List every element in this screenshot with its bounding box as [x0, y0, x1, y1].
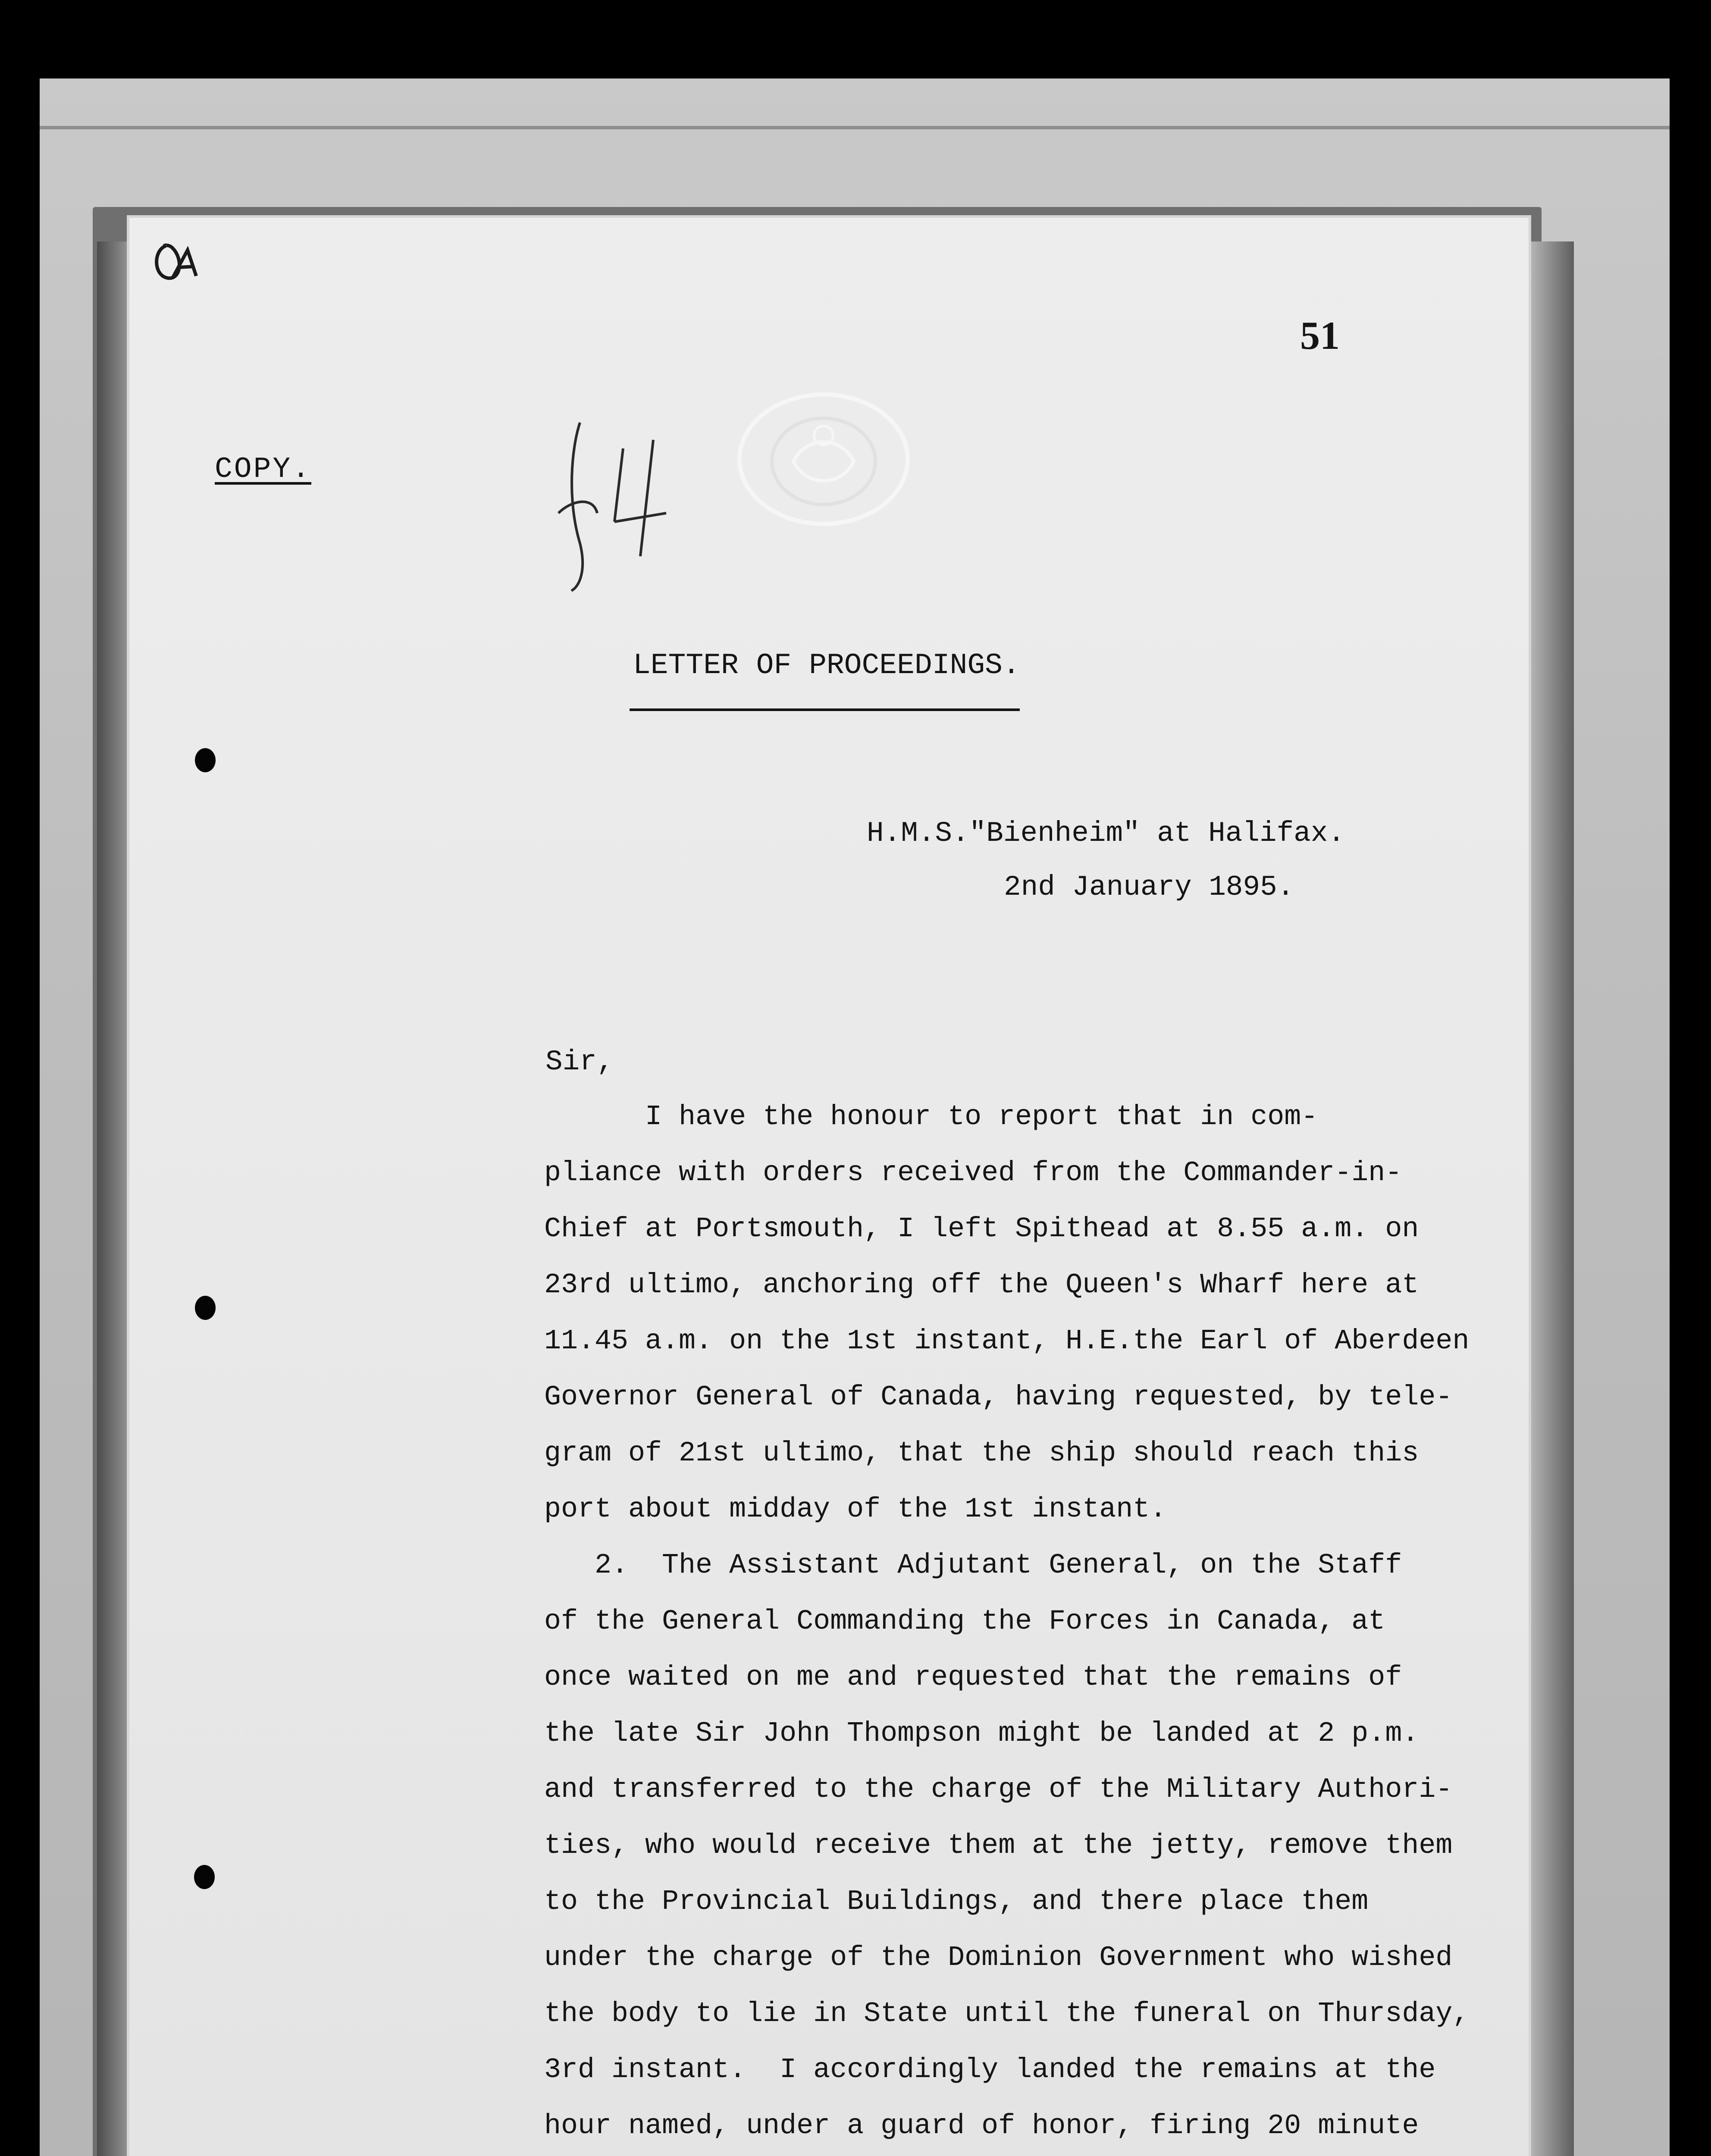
- paper-left-edge: [97, 241, 132, 2156]
- copy-label: COPY.: [215, 453, 312, 486]
- body-line: 2. The Assistant Adjutant General, on the Staff: [544, 1549, 1402, 1581]
- body-line: pliance with orders received from the Commander-in-: [544, 1157, 1402, 1189]
- frame-divider: [40, 126, 1670, 129]
- salutation: Sir,: [545, 1046, 614, 1078]
- body-line: the late Sir John Thompson might be landed at 2 p.m.: [544, 1717, 1419, 1749]
- body-line: port about midday of the 1st instant.: [544, 1493, 1167, 1525]
- body-line: Governor General of Canada, having requested, by tele-: [544, 1381, 1453, 1413]
- body-line: hour named, under a guard of honor, firing 20 minute: [544, 2110, 1419, 2142]
- body-line: under the charge of the Dominion Government who wished: [544, 1942, 1453, 1974]
- body-line: 3rd instant. I accordingly landed the remains at the: [544, 2054, 1436, 2086]
- body-line: to the Provincial Buildings, and there place them: [544, 1886, 1369, 1918]
- punch-hole-bottom: [194, 1865, 215, 1889]
- body-line: once waited on me and requested that the remains of: [544, 1661, 1402, 1693]
- body-line: of the General Commanding the Forces in Canada, at: [544, 1605, 1385, 1637]
- address-ship-location: H.M.S."Bienheim" at Halifax.: [867, 817, 1345, 849]
- paper-right-edge: [1526, 241, 1574, 2156]
- body-line: 11.45 a.m. on the 1st instant, H.E.the Earl of Aberdeen: [544, 1325, 1470, 1357]
- body-line: ties, who would receive them at the jetty, remove them: [544, 1830, 1453, 1861]
- punch-hole-middle: [195, 1296, 216, 1320]
- body-line: Chief at Portsmouth, I left Spithead at 8.55 a.m. on: [544, 1213, 1419, 1245]
- body-line: gram of 21st ultimo, that the ship should reach this: [544, 1437, 1419, 1469]
- handwritten-reference-mark: [554, 414, 709, 595]
- handwritten-corner-mark: [149, 233, 205, 289]
- body-line: I have the honour to report that in com-: [544, 1101, 1318, 1133]
- address-date: 2nd January 1895.: [1004, 871, 1294, 903]
- body-line: 23rd ultimo, anchoring off the Queen's Wharf here at: [544, 1269, 1419, 1301]
- letter-title: LETTER OF PROCEEDINGS.: [633, 649, 1020, 682]
- punch-hole-top: [195, 748, 216, 772]
- title-underline: [630, 708, 1020, 711]
- body-line: and transferred to the charge of the Military Authori-: [544, 1774, 1453, 1805]
- embossed-seal-icon: [733, 388, 914, 530]
- body-line: the body to lie in State until the funeral on Thursday,: [544, 1998, 1470, 2030]
- page-number: 51: [1300, 313, 1340, 357]
